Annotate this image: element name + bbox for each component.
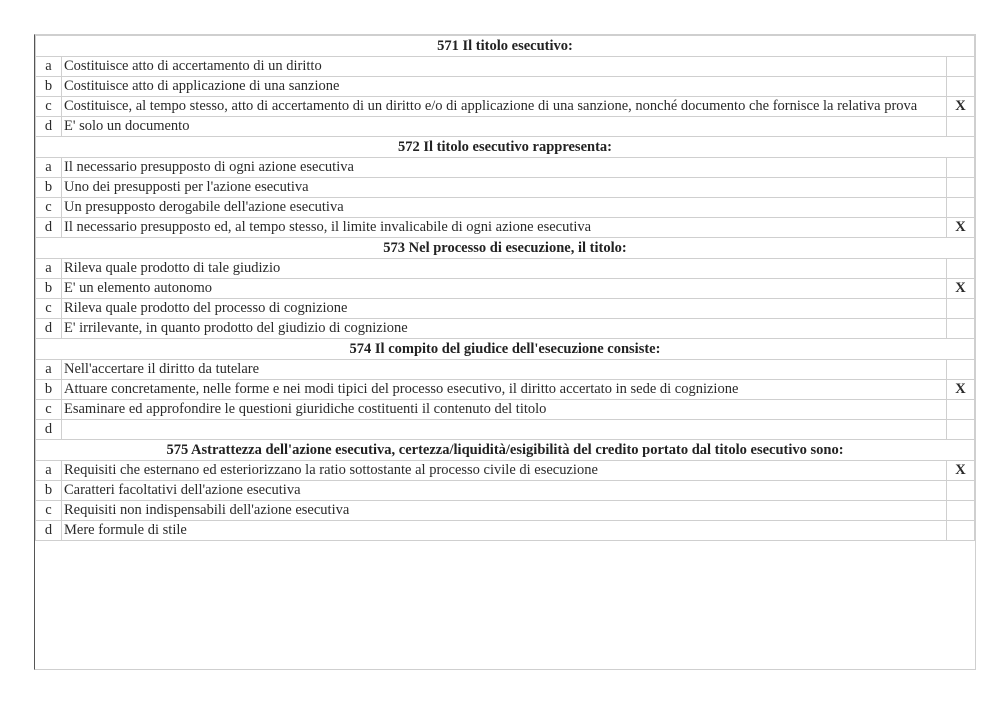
answer-row: [36, 481, 975, 501]
question-row: [36, 339, 975, 360]
answer-letter: b: [36, 77, 62, 97]
answer-row: [36, 400, 975, 420]
answer-letter: c: [36, 501, 62, 521]
answer-text: Un presupposto derogabile dell'azione esecutiva: [62, 198, 947, 218]
answer-row: [36, 461, 975, 481]
answer-row: [36, 77, 975, 97]
answer-text: Il necessario presupposto ed, al tempo stesso, il limite invalicabile di ogni azione esecutiva: [62, 218, 947, 238]
answer-row: [36, 117, 975, 137]
answer-mark: [947, 178, 975, 198]
answer-text: Costituisce atto di accertamento di un diritto: [62, 57, 947, 77]
answer-row: [36, 279, 975, 299]
question-title: 574 Il compito del giudice dell'esecuzione consiste:: [36, 339, 975, 360]
answer-letter: b: [36, 380, 62, 400]
answer-mark: [947, 400, 975, 420]
answer-mark: X: [947, 218, 975, 238]
question-title: 572 Il titolo esecutivo rappresenta:: [36, 137, 975, 158]
answer-text: Mere formule di stile: [62, 521, 947, 541]
answer-text: E' un elemento autonomo: [62, 279, 947, 299]
answer-letter: c: [36, 198, 62, 218]
answer-text: Esaminare ed approfondire le questioni giuridiche costituenti il contenuto del titolo: [62, 400, 947, 420]
answer-row: [36, 218, 975, 238]
answer-text: Attuare concretamente, nelle forme e nei modi tipici del processo esecutivo, il diritto accertato in sede di cognizione: [62, 380, 947, 400]
answer-letter: b: [36, 178, 62, 198]
answer-mark: X: [947, 380, 975, 400]
answer-letter: c: [36, 299, 62, 319]
question-title: 575 Astrattezza dell'azione esecutiva, certezza/liquidità/esigibilità del credito portato dal titolo esecutivo sono:: [36, 440, 975, 461]
answer-text: [62, 420, 947, 440]
answer-letter: d: [36, 218, 62, 238]
answer-mark: [947, 299, 975, 319]
answer-mark: [947, 117, 975, 137]
answer-text: Costituisce, al tempo stesso, atto di accertamento di un diritto e/o di applicazione di una sanzione, nonché documento che fornisce la relativa prova: [62, 97, 947, 117]
answer-letter: d: [36, 521, 62, 541]
answer-row: [36, 158, 975, 178]
answer-mark: [947, 521, 975, 541]
answer-text: E' irrilevante, in quanto prodotto del giudizio di cognizione: [62, 319, 947, 339]
answer-mark: [947, 158, 975, 178]
answer-row: [36, 319, 975, 339]
answer-letter: a: [36, 461, 62, 481]
answer-mark: [947, 420, 975, 440]
answer-text: E' solo un documento: [62, 117, 947, 137]
question-row: [36, 440, 975, 461]
question-title: 573 Nel processo di esecuzione, il titolo:: [36, 238, 975, 259]
answer-mark: [947, 360, 975, 380]
answer-mark: X: [947, 279, 975, 299]
answer-mark: [947, 57, 975, 77]
answer-row: [36, 178, 975, 198]
question-row: [36, 238, 975, 259]
question-row: [36, 137, 975, 158]
answer-text: Caratteri facoltativi dell'azione esecutiva: [62, 481, 947, 501]
answer-text: Requisiti che esternano ed esteriorizzano la ratio sottostante al processo civile di esecuzione: [62, 461, 947, 481]
answer-row: [36, 521, 975, 541]
answer-letter: a: [36, 57, 62, 77]
answer-letter: d: [36, 117, 62, 137]
answer-text: Costituisce atto di applicazione di una sanzione: [62, 77, 947, 97]
answer-letter: a: [36, 259, 62, 279]
answer-text: Uno dei presupposti per l'azione esecutiva: [62, 178, 947, 198]
answer-mark: X: [947, 97, 975, 117]
answer-text: Nell'accertare il diritto da tutelare: [62, 360, 947, 380]
answer-row: [36, 380, 975, 400]
answer-row: [36, 97, 975, 117]
answer-text: Rileva quale prodotto del processo di cognizione: [62, 299, 947, 319]
question-title: 571 Il titolo esecutivo:: [36, 36, 975, 57]
quiz-table: [35, 35, 975, 541]
answer-mark: X: [947, 461, 975, 481]
answer-row: [36, 501, 975, 521]
answer-mark: [947, 77, 975, 97]
answer-row: [36, 259, 975, 279]
answer-letter: c: [36, 97, 62, 117]
answer-letter: d: [36, 420, 62, 440]
answer-text: Il necessario presupposto di ogni azione esecutiva: [62, 158, 947, 178]
answer-row: [36, 299, 975, 319]
answer-text: Requisiti non indispensabili dell'azione esecutiva: [62, 501, 947, 521]
answer-row: [36, 57, 975, 77]
answer-mark: [947, 259, 975, 279]
quiz-sheet: [34, 34, 976, 670]
answer-row: [36, 198, 975, 218]
answer-text: Rileva quale prodotto di tale giudizio: [62, 259, 947, 279]
answer-letter: b: [36, 279, 62, 299]
answer-mark: [947, 198, 975, 218]
answer-mark: [947, 319, 975, 339]
answer-letter: b: [36, 481, 62, 501]
answer-mark: [947, 481, 975, 501]
answer-letter: a: [36, 360, 62, 380]
answer-row: [36, 420, 975, 440]
answer-letter: d: [36, 319, 62, 339]
answer-letter: a: [36, 158, 62, 178]
answer-row: [36, 360, 975, 380]
question-row: [36, 36, 975, 57]
answer-letter: c: [36, 400, 62, 420]
answer-mark: [947, 501, 975, 521]
